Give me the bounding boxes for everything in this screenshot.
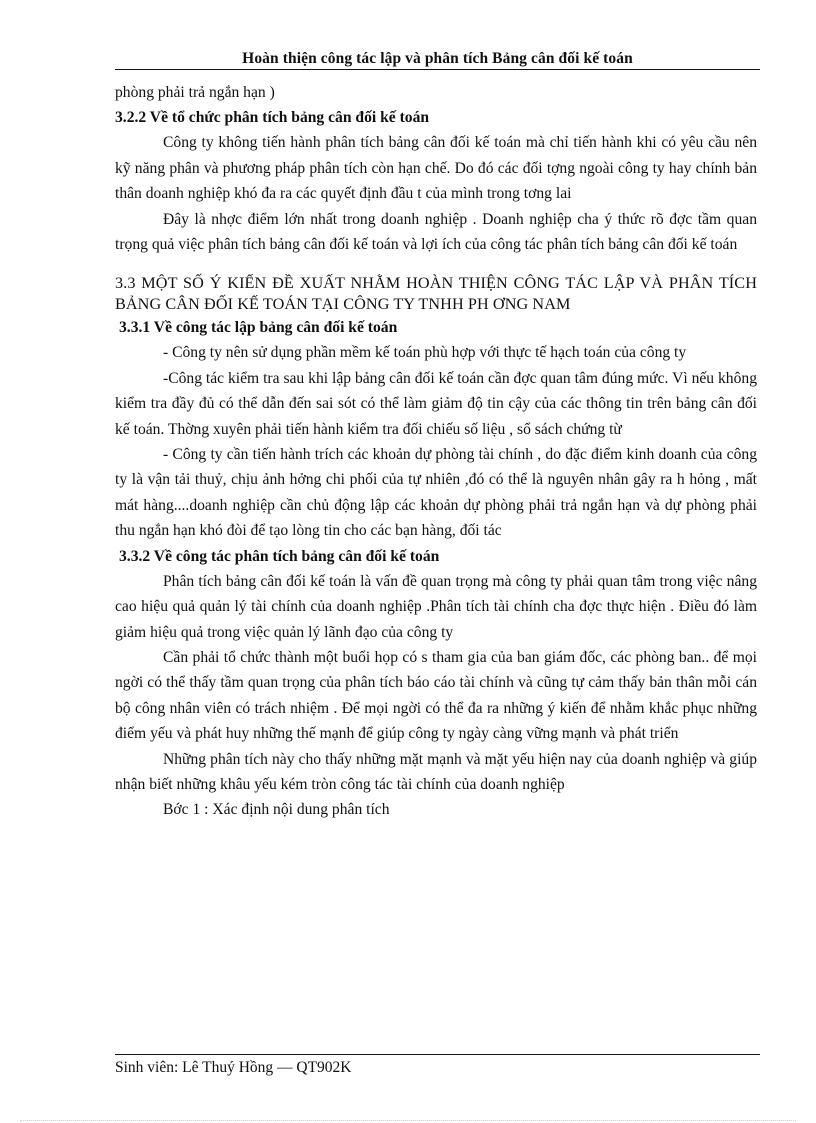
paragraph: Đây là nhợc điểm lớn nhất trong doanh nghiệp . Doanh nghiệp cha ý thức rõ đợc tầm quan trọng quả việc phân tích bảng cân đối kế toán và lợi ích của công tác phân tích bảng cân đối kế toán bbox=[115, 210, 757, 254]
paragraph: Cần phải tổ chức thành một buổi họp có s tham gia của ban giám đốc, các phòng ban.. để mọi ngời có thể thấy tầm quan trọng của phân tích báo cáo tài chính và cũng tự cảm thấy bản thân mỗi cán bộ công nhân viên có trách nhiệm . Để mọi ngời có thể đa ra những ý kiến để nhằm khắc phục những điểm yếu và phát huy những thế mạnh để giúp công ty ngày càng vững mạnh và phát triển bbox=[115, 648, 757, 743]
section-heading-3-2-2: 3.2.2 Về tổ chức phân tích bảng cân đối kế toán bbox=[115, 109, 430, 127]
paragraph: - Công ty cần tiến hành trích các khoản dự phòng tài chính , do đặc điểm kinh doanh của công ty là vận tải thuỷ, chịu ảnh hởng chi phối của tự nhiên ,đó có thể là nguyên nhân gây ra h hỏng , mất mát hàng....doanh nghiệp cần chủ động lập các khoản dự phòng phải trả ngắn hạn và dự phòng phải thu ngắn hạn khó đòi để tạo lòng tin cho các bạn hàng, đối tác bbox=[115, 446, 757, 540]
paragraph: Những phân tích này cho thấy những mặt mạnh và mặt yếu hiện nay của doanh nghiệp và giúp nhận biết những khâu yếu kém tròn công tác tài chính của doanh nghiệp bbox=[115, 750, 757, 793]
section-heading-3-3-2: 3.3.2 Về công tác phân tích bảng cân đối kế toán bbox=[119, 547, 440, 565]
paragraph: Phân tích bảng cân đối kế toán là vấn đề quan trọng mà công ty phải quan tâm trong việc nâng cao hiệu quả quản lý tài chính của doanh nghiệp .Phân tích tài chính cha đợc thực hiện . Điều đó làm giảm hiệu quả trong việc quản lý lãnh đạo của công ty bbox=[115, 572, 757, 641]
page-edge-separator bbox=[20, 1120, 796, 1121]
page-footer: Sinh viên: Lê Thuý Hồng — QT902K bbox=[115, 1059, 352, 1076]
page-header-title: Hoàn thiện công tác lập và phân tích Bảng cân đối kế toán bbox=[242, 50, 633, 67]
page-body bbox=[115, 80, 757, 823]
paragraph: Bớc 1 : Xác định nội dung phân tích bbox=[163, 801, 390, 819]
header-divider bbox=[115, 69, 760, 70]
paragraph: - Công ty nên sử dụng phần mềm kế toán phù hợp với thực tế hạch toán của công ty bbox=[163, 344, 687, 362]
section-heading-3-3: 3.3 MỘT SỐ Ý KIẾN ĐỀ XUẤT NHẰM HOÀN THIỆN CÔNG TÁC LẬP VÀ PHÂN TÍCH BẢNG CÂN ĐỐI KẾ TOÁN TẠI CÔNG TY TNHH PH ƠNG NAM bbox=[115, 274, 757, 314]
footer-divider bbox=[115, 1054, 760, 1055]
paragraph: -Công tác kiểm tra sau khi lập bảng cân đối kế toán cần đợc quan tâm đúng mức. Vì nếu không kiểm tra đầy đủ có thể dẫn đến sai sót có thể làm giảm độ tin cậy của các thông tin trên bảng cân đối kế toán. Thờng xuyên phải tiến hành kiểm tra đối chiếu số liệu , sổ sách chứng từ bbox=[115, 369, 757, 438]
continued-line: phòng phải trả ngắn hạn ) bbox=[115, 84, 275, 101]
section-heading-3-3-1: 3.3.1 Về công tác lập bảng cân đối kế toán bbox=[119, 319, 398, 337]
paragraph: Công ty không tiến hành phân tích bảng cân đối kế toán mà chỉ tiến hành khi có yêu cầu nên kỹ năng phân và phương pháp phân tích còn hạn chế. Do đó các đối tợng ngoài công ty hay chính bản thân doanh nghiệp khó đa ra các quyết định đầu t của mình trong tơng lai bbox=[115, 134, 757, 203]
